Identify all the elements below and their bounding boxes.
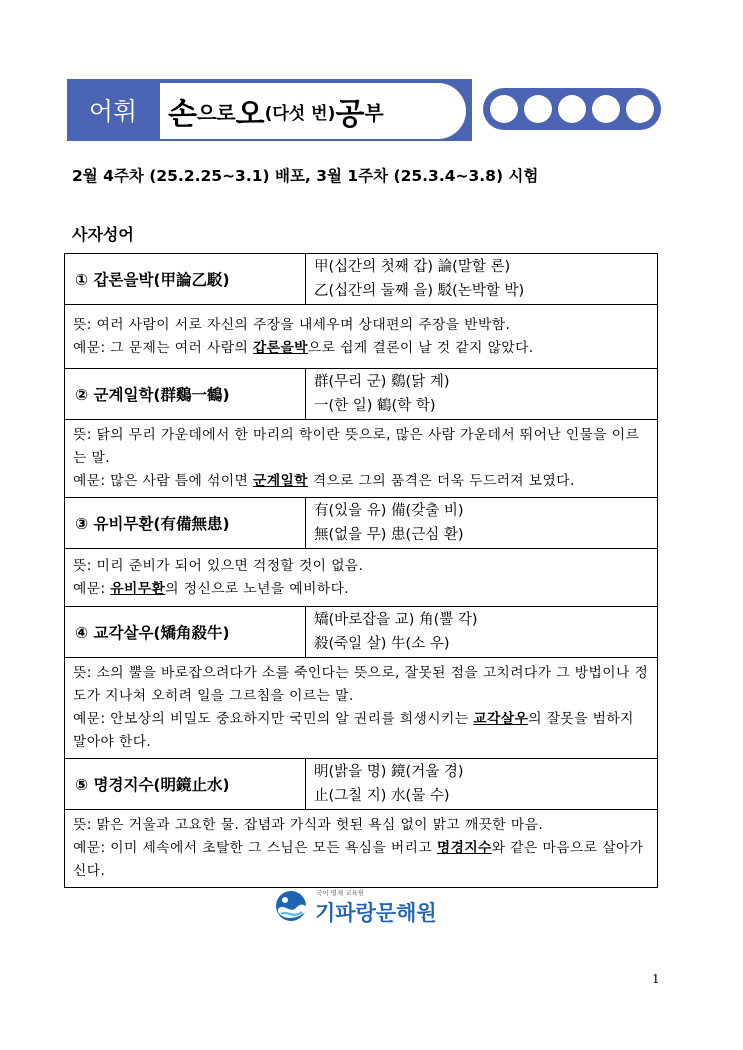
hanja-line: 矯(바로잡을 교) 角(뿔 각) (314, 612, 478, 628)
logo-tagline: 국어 명제 교육원 (316, 889, 365, 897)
example-post: 으로 쉽게 결론이 날 것 같지 않았다. (307, 339, 534, 356)
meaning-cell (65, 549, 658, 607)
hanja-cell (306, 254, 658, 305)
idiom-header-row (65, 369, 658, 420)
meaning-cell (65, 420, 658, 498)
title-part: 손 (168, 97, 197, 132)
meaning-cell (65, 810, 658, 888)
meaning-text: 뜻: 맑은 거울과 고요한 물. 잡념과 가식과 헛된 욕심 없이 맑고 깨끗한 마음. (73, 817, 544, 833)
hanja-line: 無(없을 무) 患(근심 환) (314, 527, 464, 543)
idiom-title: ③ 유비무환(有備無患) (65, 498, 306, 549)
example-text (73, 837, 649, 883)
publisher-logo (275, 886, 435, 926)
idiom-header-row (65, 607, 658, 658)
circle-marker (524, 95, 552, 123)
example-pre: 예문: 이미 세속에서 초탈한 그 스님은 모든 욕심을 버리고 (73, 840, 437, 856)
example-text (73, 470, 649, 493)
hanja-line: 一(한 일) 鶴(학 학) (314, 398, 436, 414)
idiom-title: ⑤ 명경지수(明鏡止水) (65, 759, 306, 810)
idiom-header-row (65, 254, 658, 305)
hanja-line: 群(무리 군) 鷄(닭 계) (314, 374, 450, 390)
hanja-line: 止(그칠 지) 水(물 수) (314, 788, 450, 804)
section-title: 사자성어 (72, 225, 134, 244)
category-label: 어휘 (67, 79, 159, 141)
example-keyword: 명경지수 (436, 840, 492, 856)
meaning-text: 뜻: 미리 준비가 되어 있으면 걱정할 것이 없음. (73, 557, 364, 574)
idiom-title: ② 군계일학(群鷄一鶴) (65, 369, 306, 420)
hanja-line: 有(있을 유) 備(갖출 비) (314, 503, 464, 519)
circle-marker (626, 95, 654, 123)
idiom-meaning-row (65, 420, 658, 498)
hanja-cell (306, 759, 658, 810)
hanja-line: 甲(십간의 첫째 갑) 論(말할 론) (314, 259, 511, 275)
title-part: 오 (235, 97, 265, 132)
idiom-meaning-row (65, 549, 658, 607)
circle-marker (558, 95, 586, 123)
hanja-cell (306, 607, 658, 658)
example-text (73, 337, 649, 360)
example-text (73, 578, 649, 601)
example-post: 와 같은 마음으로 살아가신다. (73, 840, 644, 879)
idiom-meaning-row (65, 810, 658, 888)
meaning-text: 뜻: 여러 사람이 서로 자신의 주장을 내세우며 상대편의 주장을 반박함. (73, 316, 511, 333)
progress-circles (483, 88, 661, 130)
example-post: 의 정신으로 노년을 예비하다. (165, 580, 350, 597)
idiom-title: ④ 교각살우(矯角殺牛) (65, 607, 306, 658)
example-pre: 예문: 안보상의 비밀도 중요하지만 국민의 알 권리를 희생시키는 (73, 711, 474, 727)
hanja-cell (306, 369, 658, 420)
example-text (73, 708, 649, 754)
example-keyword: 유비무환 (110, 580, 166, 597)
title-part: 공 (335, 97, 365, 132)
idiom-table (64, 253, 658, 888)
circle-marker (490, 95, 518, 123)
meaning-text: 뜻: 닭의 무리 가운데에서 한 마리의 학이란 뜻으로, 많은 사람 가운데서 뛰어난 인물을 이르는 말. (73, 427, 640, 466)
example-post: 의 잘못을 범하지 말아야 한다. (73, 711, 634, 750)
title-part: 부 (364, 100, 384, 125)
title-part: (다섯 번) (264, 103, 336, 124)
idiom-header-row (65, 498, 658, 549)
idiom-header-row (65, 759, 658, 810)
hanja-line: 殺(죽일 살) 牛(소 우) (314, 636, 450, 652)
example-keyword: 갑론을박 (252, 339, 308, 356)
example-pre: 예문: 많은 사람 틈에 섞이면 (73, 473, 253, 489)
meaning-cell (65, 305, 658, 369)
wave-logo-icon (275, 890, 307, 922)
hanja-line: 明(밝을 명) 鏡(거울 경) (314, 764, 464, 780)
title-banner (160, 83, 466, 139)
schedule-line: 2월 4주차 (25.2.25~3.1) 배포, 3월 1주차 (25.3.4~3.8) 시험 (72, 167, 539, 185)
idiom-title: ① 갑론을박(甲論乙駁) (65, 254, 306, 305)
logo-name: 기파랑문해원 (315, 901, 437, 925)
example-pre: 예문: 그 문제는 여러 사람의 (73, 339, 253, 356)
example-post: 격으로 그의 품격은 더욱 두드러져 보였다. (307, 473, 575, 489)
page-number: 1 (652, 972, 660, 986)
example-keyword: 교각살우 (473, 711, 529, 727)
circle-marker (592, 95, 620, 123)
idiom-meaning-row (65, 658, 658, 759)
title-part: 으로 (196, 100, 236, 125)
meaning-cell (65, 658, 658, 759)
hanja-cell (306, 498, 658, 549)
hanja-line: 乙(십간의 둘째 을) 駁(논박할 박) (314, 283, 525, 299)
idiom-meaning-row (65, 305, 658, 369)
example-pre: 예문: (73, 580, 111, 597)
example-keyword: 군계일학 (252, 473, 308, 489)
meaning-text: 뜻: 소의 뿔을 바로잡으려다가 소를 죽인다는 뜻으로, 잘못된 점을 고치려다가 그 방법이나 정도가 지나쳐 오히려 일을 그르침을 이르는 말. (73, 665, 649, 704)
